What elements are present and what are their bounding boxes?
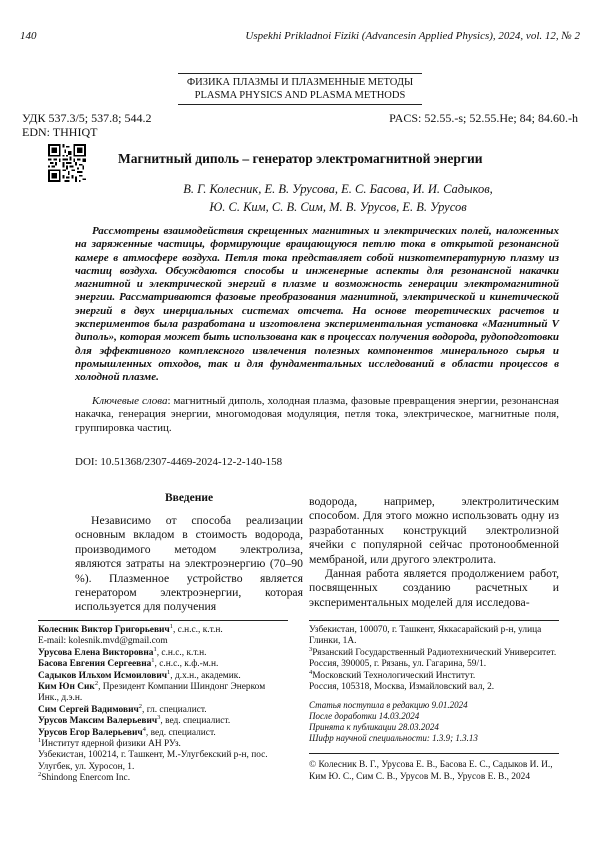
article-title: Магнитный диполь – генератор электромагнитной энергии bbox=[118, 151, 483, 166]
date-accepted: Принята к публикации 28.03.2024 bbox=[309, 722, 439, 733]
footnote-rule-left bbox=[38, 620, 288, 621]
copyright-notice: © Колесник В. Г., Урусова Е. В., Басова Е. С., Садыков И. И., Ким Ю. С., Сим С. В., Урусов М. В., Урусов Е. В., 2024 bbox=[309, 760, 553, 782]
footnote-line: Россия, 105318, Москва, Измайловский вал, 2. bbox=[309, 682, 495, 693]
footnote-line: Урусов Максим Валерьевич$^3$, вед. специалист. bbox=[38, 714, 231, 727]
footnote-line: Узбекистан, 100070, г. Ташкент, Яккасарайский р-н, улица Глинки, 1А. bbox=[309, 625, 542, 647]
body-paragraph: водорода, например, электролитическим способом. Для этого можно использовать одну из разработанных конструкций электролизной ячейки с популярной сейчас протонообменной мембраной, или другого электролита. bbox=[309, 495, 559, 566]
udc-code: УДК 537.3/5; 537.8; 544.2 bbox=[22, 111, 152, 125]
authors-line-1: В. Г. Колесник, Е. В. Урусова, Е. С. Басова, И. И. Садыков, bbox=[183, 182, 493, 196]
page-number: 140 bbox=[20, 30, 37, 42]
copyright-rule bbox=[309, 753, 559, 754]
keywords-list: : магнитный диполь, холодная плазма, фазовые превращения энергии, резонансная накачка, генерация энергии, многомодовая модуляция, петля тока, электрическое, магнитные поля, группировка частиц. bbox=[75, 395, 559, 434]
footnote-line: Сим Сергей Вадимович$^2$, гл. специалист. bbox=[38, 702, 207, 715]
keywords bbox=[75, 395, 559, 435]
article-dates bbox=[309, 700, 559, 744]
abstract: Рассмотрены взаимодействия скрещенных магнитных и электрических полей, наложенных на заряженные частицы, формирующие вращающуюся петлю тока в открытой резонансной камере в атмосфере воздуха. Петля тока представляет собой низкотемпературную плазму из частиц воздуха. Обсуждаются способы и инженерные аспекты для резонансной накачки магнитной и электрической энергий в плазме и возможность генерации электромагнитной энергии. Рассматриваются фазовые преобразования магнитной, электрической и кинетической энергий в двух инерциальных системах отсчета. На основе теоретических расчетов и экспериментов была разработана и изготовлена экспериментальная установка «Магнитный V диполь», которая может быть использована как в процессах получения водорода, рудоподготовки для эффективного комплексного извлечения полезных компонентов минерального сырья и промышленных отходов, так и для фундаментальных исследований в области процессов в холодной плазме. bbox=[75, 225, 559, 384]
footnote-line: Урусова Елена Викторовна$^1$, с.н.с., к.т.н. bbox=[38, 645, 207, 658]
section-title-en: PLASMA PHYSICS AND PLASMA METHODS bbox=[194, 90, 406, 101]
qr-code bbox=[48, 144, 86, 182]
body-column-left bbox=[75, 514, 303, 615]
author-affiliations-left bbox=[38, 622, 288, 785]
author-affiliations-right bbox=[309, 625, 559, 693]
doi: DOI: 10.51368/2307-4469-2024-12-2-140-158 bbox=[75, 456, 283, 468]
authors-line-2: Ю. С. Ким, С. В. Сим, М. В. Урусов, Е. В. Урусов bbox=[209, 200, 467, 214]
footnote-line: $^2$Shindong Enercom Inc. bbox=[38, 771, 131, 784]
specialty-code: Шифр научной специальности: 1.3.9; 1.3.13 bbox=[309, 733, 478, 744]
footnote-line: $^3$Рязанский Государственный Радиотехнический Университет. bbox=[309, 645, 557, 658]
author-list bbox=[118, 180, 558, 216]
footnote-line: Узбекистан, 100214, г. Ташкент, М.-Улугбекский р-н, пос. Улугбек, ул. Хуросон, 1. bbox=[38, 750, 268, 772]
edn-code: EDN: THHIQT bbox=[22, 125, 98, 139]
footnote-line: Ким Юн Сик$^2$, Президент Компании Шиндонг Энерком Инк., д.э.н. bbox=[38, 679, 266, 704]
section-rule-top bbox=[178, 73, 422, 74]
date-revised: После доработки 14.03.2024 bbox=[309, 711, 420, 722]
udc-edn-block bbox=[22, 111, 151, 139]
footnote-line: Басова Евгения Сергеевна$^1$, с.н.с., к.ф.-м.н. bbox=[38, 657, 219, 670]
footnote-line: Россия, 390005, г. Рязань, ул. Гагарина, 59/1. bbox=[309, 659, 487, 670]
keywords-label: Ключевые слова bbox=[92, 395, 168, 407]
footnote-line: Садыков Ильхом Исмоилович$^1$, д.х.н., академик. bbox=[38, 668, 241, 681]
pacs-codes: PACS: 52.55.-s; 52.55.He; 84; 84.60.-h bbox=[389, 111, 578, 125]
footnote-rule-right bbox=[309, 620, 559, 621]
footnote-line: Урусов Егор Валерьевич$^4$, вед. специалист. bbox=[38, 725, 216, 738]
body-paragraph: Данная работа является продолжением работ, посвященных созданию расчетных и экспериментальных моделей для исследова- bbox=[309, 567, 559, 609]
section-title-ru: ФИЗИКА ПЛАЗМЫ И ПЛАЗМЕННЫЕ МЕТОДЫ bbox=[186, 77, 414, 88]
footnote-line: E-mail: kolesnik.mvd@gmail.com bbox=[38, 636, 168, 647]
journal-header: Uspekhi Prikladnoi Fiziki (Advancesin Applied Physics), 2024, vol. 12, № 2 bbox=[245, 30, 580, 42]
footnote-line: Колесник Виктор Григорьевич$^1$, с.н.с., к.т.н. bbox=[38, 622, 223, 635]
section-rule-bottom bbox=[178, 104, 422, 105]
section-heading-introduction: Введение bbox=[164, 492, 214, 504]
date-received: Статья поступила в редакцию 9.01.2024 bbox=[309, 700, 468, 710]
footnote-line: $^4$Московский Технологический Институт. bbox=[309, 668, 476, 681]
footnote-line: $^1$Институт ядерной физики АН РУз. bbox=[38, 736, 181, 750]
body-paragraph: Независимо от способа реализации основным вкладом в стоимость водорода, производимого методом электролиза, являются затраты на электроэнергию (70–90 %). Плазменное устройство является генератором электроэнергии, которая используется для получения bbox=[75, 514, 303, 614]
body-column-right bbox=[309, 495, 559, 610]
